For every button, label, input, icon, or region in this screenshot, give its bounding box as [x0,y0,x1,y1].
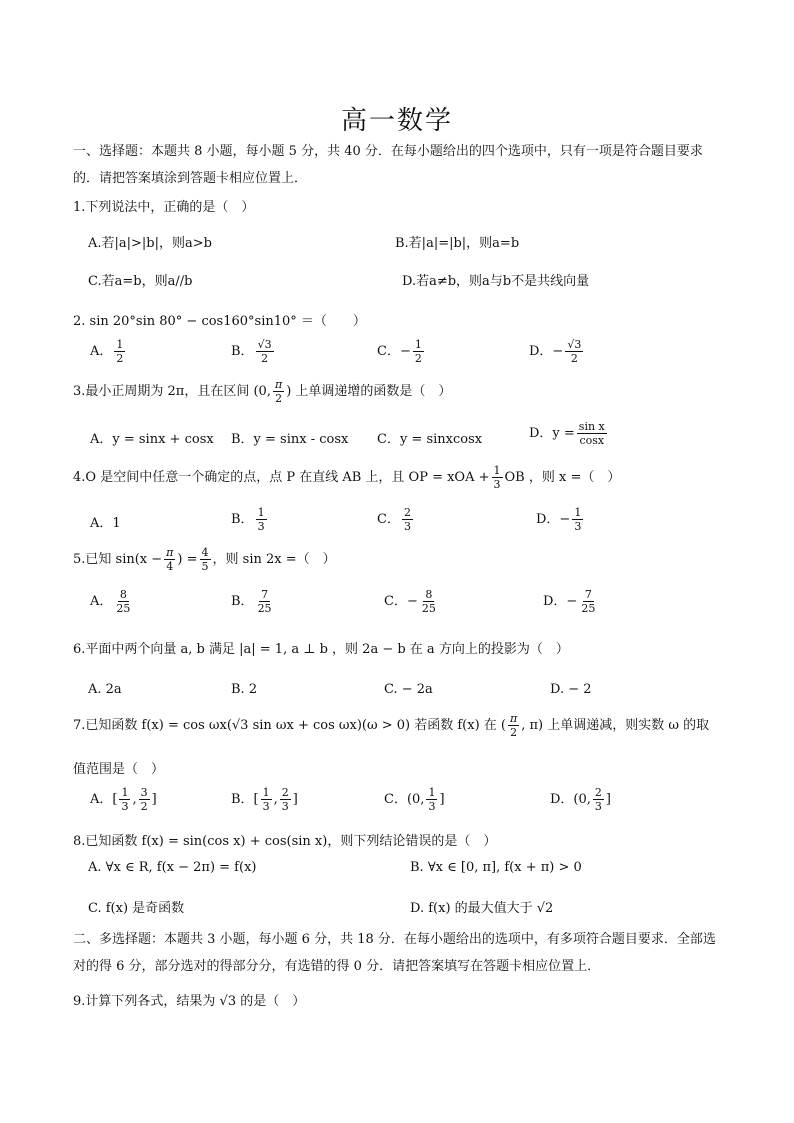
q3-option-d: D．y = $\frac{\text{sin x}}{\cos x}$ [529,420,605,447]
q4-option-a: A．1 [90,516,121,531]
q8-option-a: A. ∀x ∈ R, f(x − 2π) = f(x) [88,860,257,875]
q2-option-a: A． $\frac{1}{2}$ [90,338,124,365]
q7-option-d: D．(0, $\frac{2}{3}$ ] [550,786,611,813]
q1-option-d: D.若a≠b，则a与b不是共线向量 [402,274,590,289]
q5-stem: 5.已知 sin(x − $\frac{\pi}{4}$ ) = $\frac{4}{5}$ ，则 sin 2x =（ ） [73,546,336,573]
q7-option-c: C．(0, $\frac{1}{3}$ ] [384,786,445,813]
q5-option-b: B． $\frac{7}{25}$ [231,588,272,615]
section2-instructions: 二、多选择题：本题共 3 小题，每小题 6 分，共 18 分．在每小题给出的选项中，有多项符合题目要求．全部选对的得 6 分，部分选对的得部分分，有选错的得 0 分．请把答案填写在答题卡相应位置上． [73,932,716,974]
q8-option-c: C. f(x) 是奇函数 [88,901,185,916]
q1-option-b: B.若|a|=|b|，则a=b [395,236,520,251]
q6-option-a: A. 2a [88,682,122,697]
q7-option-b: B．[ $\frac{1}{3}$ , $\frac{2}{3}$ ] [231,786,298,813]
q7-option-a: A．[ $\frac{1}{3}$ , $\frac{3}{2}$ ] [90,786,157,813]
q9-stem: 9.计算下列各式，结果为 √3 的是（ ） [73,994,306,1009]
q6-option-d: D. − 2 [550,682,592,697]
q8-stem: 8.已知函数 f(x) = sin(cos x) + cos(sin x)，则下列结论错误的是（ ） [73,834,497,849]
q8-option-d: D. f(x) 的最大值大于 √2 [410,901,554,916]
q2-option-c: C．− $\frac{1}{2}$ [377,338,422,365]
q1-option-a: A.若|a|>|b|，则a>b [88,236,212,251]
q6-option-c: C. − 2a [384,682,433,697]
q4-option-b: B． $\frac{1}{3}$ [231,506,265,533]
q7-stem-continued: 值范围是（ ） [73,762,165,777]
q8-option-b: B. ∀x ∈ [0, π], f(x + π) > 0 [410,860,582,875]
q6-option-b: B. 2 [231,682,258,697]
q4-option-d: D．− $\frac{1}{3}$ [536,506,582,533]
q2-option-d: D．− $\frac{√3}{2}$ [529,338,582,365]
q2-stem: 2. sin 20°sin 80° − cos160°sin10° ＝（ ） [73,314,366,329]
q5-option-d: D．− $\frac{7}{25}$ [543,588,596,615]
q6-stem: 6.平面中两个向量 a, b 满足 |a| = 1, a ⊥ b ，则 2a − b 在 a 方向上的投影为（ ） [73,642,569,657]
q7-stem: 7.已知函数 f(x) = cos ωx(√3 sin ωx + cos ωx)(ω > 0) 若函数 f(x) 在 ( $\frac{\pi}{2}$ , π) 上单调递减，则实数 ω 的取 [73,712,710,739]
q5-option-c: C．− $\frac{8}{25}$ [384,588,436,615]
q1-stem: 1.下列说法中，正确的是（ ） [73,200,255,215]
q2-option-b: B． $\frac{√3}{2}$ [231,338,272,365]
q3-option-a: A．y = sinx + cosx [90,432,214,447]
q1-option-c: C.若a=b，则a//b [88,274,193,289]
q3-option-c: C．y = sinxcosx [377,432,483,447]
q3-option-b: B．y = sinx - cosx [231,432,349,447]
page-title: 高一数学 [340,106,453,136]
q5-option-a: A． $\frac{8}{25}$ [90,588,131,615]
q4-option-c: C． $\frac{2}{3}$ [377,506,411,533]
q4-stem: 4.O 是空间中任意一个确定的点，点 P 在直线 AB 上，且 OP = xOA + $\frac{1}{3}$ OB ，则 x =（ ） [73,464,621,491]
section1-instructions: 一、选择题：本题共 8 小题，每小题 5 分，共 40 分．在每小题给出的四个选项中，只有一项是符合题目要求的．请把答案填涂到答题卡相应位置上． [73,144,703,186]
q3-stem: 3.最小正周期为 2π，且在区间 (0, $\frac{\pi}{2}$ ) 上单调递增的函数是（ ） [73,378,452,405]
